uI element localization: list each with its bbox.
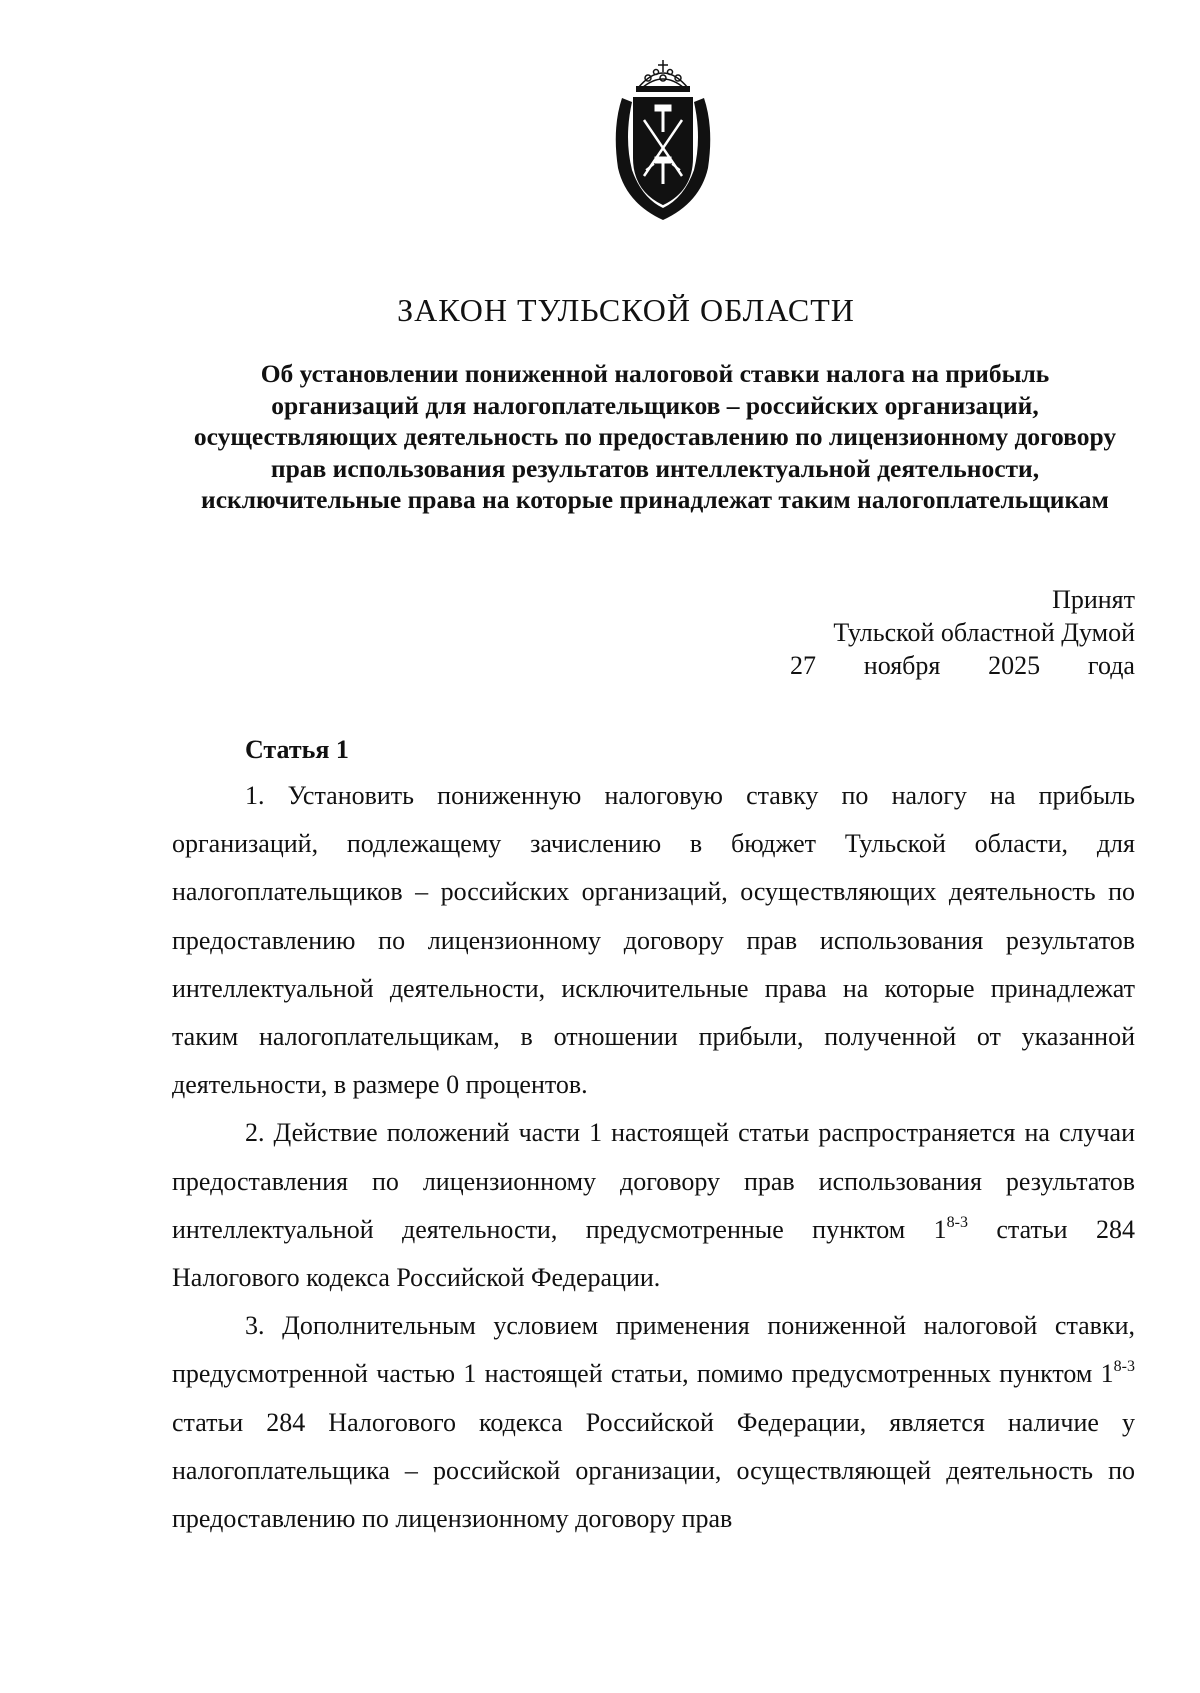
article-body [172,772,1135,1543]
adoption-month: ноября [863,651,941,680]
article-title: Статья 1 [245,735,349,764]
adoption-year: 2025 [988,651,1041,680]
paragraph-3-text-a: 3. Дополнительным условием применения пониженной налоговой ставки, предусмотренной частью 1 настоящей статьи, помимо предусмотренных пунктом 1 [172,1311,1135,1389]
paragraph-3 [172,1302,1135,1543]
adoption-block [790,583,1135,682]
adoption-day: 27 [790,651,816,680]
adoption-year-word: года [1087,651,1135,680]
paragraph-3-superscript: 8-3 [1113,1358,1135,1376]
paragraph-2-superscript: 8-3 [946,1213,968,1231]
paragraph-2-text-a: 2. Действие положений части 1 настоящей статьи распространяется на случаи предоставления по лицензионному договору прав использования результатов интеллектуальной деятельности, предусмотренные пунктом 1 [172,1118,1135,1244]
paragraph-2-text-b: статьи 284 Налогового кодекса Российской Федерации. [172,1214,1135,1293]
adopted-label: Принят [1052,585,1135,614]
law-title: ЗАКОН ТУЛЬСКОЙ ОБЛАСТИ [397,292,855,328]
paragraph-1: 1. Установить пониженную налоговую ставку по налогу на прибыль организаций, подлежащему зачислению в бюджет Тульской области, для налогоплательщиков – российских организаций, осуществляющих деятельность по предоставлению по лицензионному договору прав использования результатов интеллектуальной деятельности, исключительные права на которые принадлежат таким налогоплательщикам, в отношении прибыли, полученной от указанной деятельности, в размере 0 процентов. [172,781,1135,1100]
adopted-by: Тульской областной Думой [833,618,1135,647]
paragraph-3-text-b: статьи 284 Налогового кодекса Российской Федерации, является наличие у налогоплательщика – российской организации, осуществляющей деятельность по предоставлению по лицензионному договору прав [172,1407,1135,1534]
tula-coat-of-arms-icon [608,58,718,224]
paragraph-2 [172,1109,1135,1302]
law-subtitle: Об установлении пониженной налоговой ставки налога на прибыль организаций для налогоплательщиков – российских организаций, осуществляющих деятельность по предоставлению по лицензионному договору прав использования результатов интеллектуальной деятельности, исключительные права на которые принадлежат таким налогоплательщикам [193,359,1117,514]
adoption-date [790,649,1135,682]
